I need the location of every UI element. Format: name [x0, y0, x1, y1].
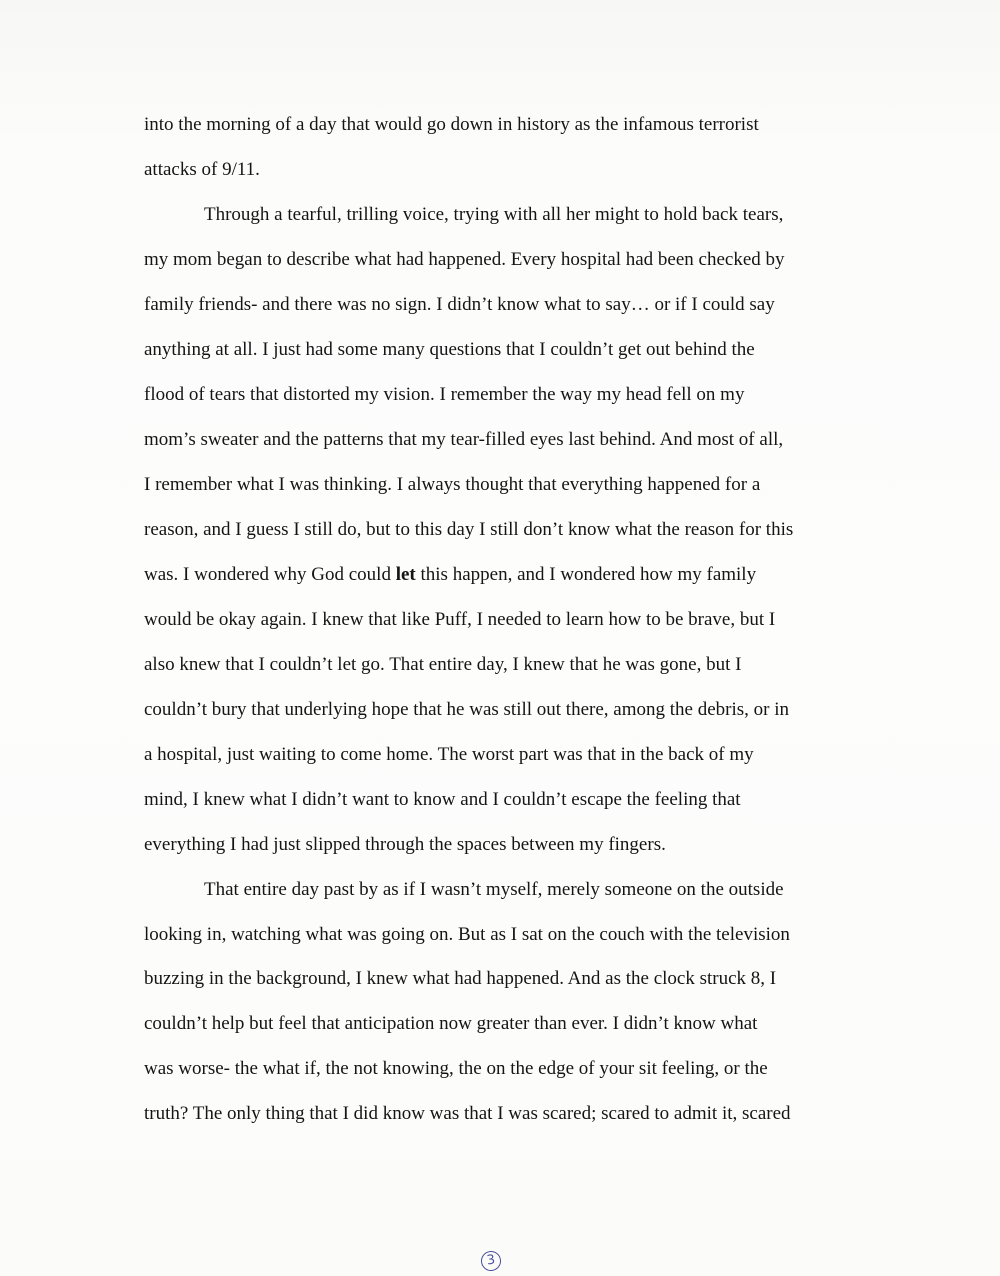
text-line: flood of tears that distorted my vision. I remember the way my head fell on my	[144, 384, 745, 405]
text-line: truth? The only thing that I did know was that I was scared; scared to admit it, scared	[144, 1103, 791, 1124]
text-segment: this happen, and I wondered how my family	[415, 564, 757, 585]
text-line: a hospital, just waiting to come home. The worst part was that in the back of my	[144, 744, 754, 765]
text-line: mom’s sweater and the patterns that my tear-filled eyes last behind. And most of all,	[144, 429, 784, 450]
text-line: into the morning of a day that would go down in history as the infamous terrorist	[144, 114, 759, 135]
text-line-with-emphasis	[144, 564, 756, 586]
text-line: I remember what I was thinking. I always thought that everything happened for a	[144, 474, 761, 495]
text-line: reason, and I guess I still do, but to this day I still don’t know what the reason for this	[144, 519, 794, 540]
emphasized-word: let	[395, 564, 416, 585]
text-line: family friends- and there was no sign. I didn’t know what to say… or if I could say	[144, 294, 775, 315]
text-line: attacks of 9/11.	[144, 159, 260, 180]
text-line: everything I had just slipped through the spaces between my fingers.	[144, 834, 666, 855]
text-line: also knew that I couldn’t let go. That entire day, I knew that he was gone, but I	[144, 654, 742, 675]
text-line: couldn’t help but feel that anticipation now greater than ever. I didn’t know what	[144, 1013, 758, 1034]
text-line: buzzing in the background, I knew what had happened. And as the clock struck 8, I	[144, 968, 777, 989]
text-line: my mom began to describe what had happened. Every hospital had been checked by	[144, 249, 785, 270]
paragraph-start-line: That entire day past by as if I wasn’t myself, merely someone on the outside	[204, 879, 784, 900]
paragraph-start-line: Through a tearful, trilling voice, trying with all her might to hold back tears,	[204, 204, 784, 225]
text-segment: was. I wondered why God could	[144, 564, 396, 585]
handwritten-page-number: 3	[480, 1250, 503, 1273]
text-line: anything at all. I just had some many questions that I couldn’t get out behind the	[144, 339, 755, 360]
text-line: looking in, watching what was going on. But as I sat on the couch with the television	[144, 924, 790, 945]
text-line: couldn’t bury that underlying hope that he was still out there, among the debris, or in	[144, 699, 789, 720]
text-line: would be okay again. I knew that like Puff, I needed to learn how to be brave, but I	[144, 609, 776, 630]
text-line: was worse- the what if, the not knowing, the on the edge of your sit feeling, or the	[144, 1058, 768, 1079]
text-line: mind, I knew what I didn’t want to know and I couldn’t escape the feeling that	[144, 789, 741, 810]
